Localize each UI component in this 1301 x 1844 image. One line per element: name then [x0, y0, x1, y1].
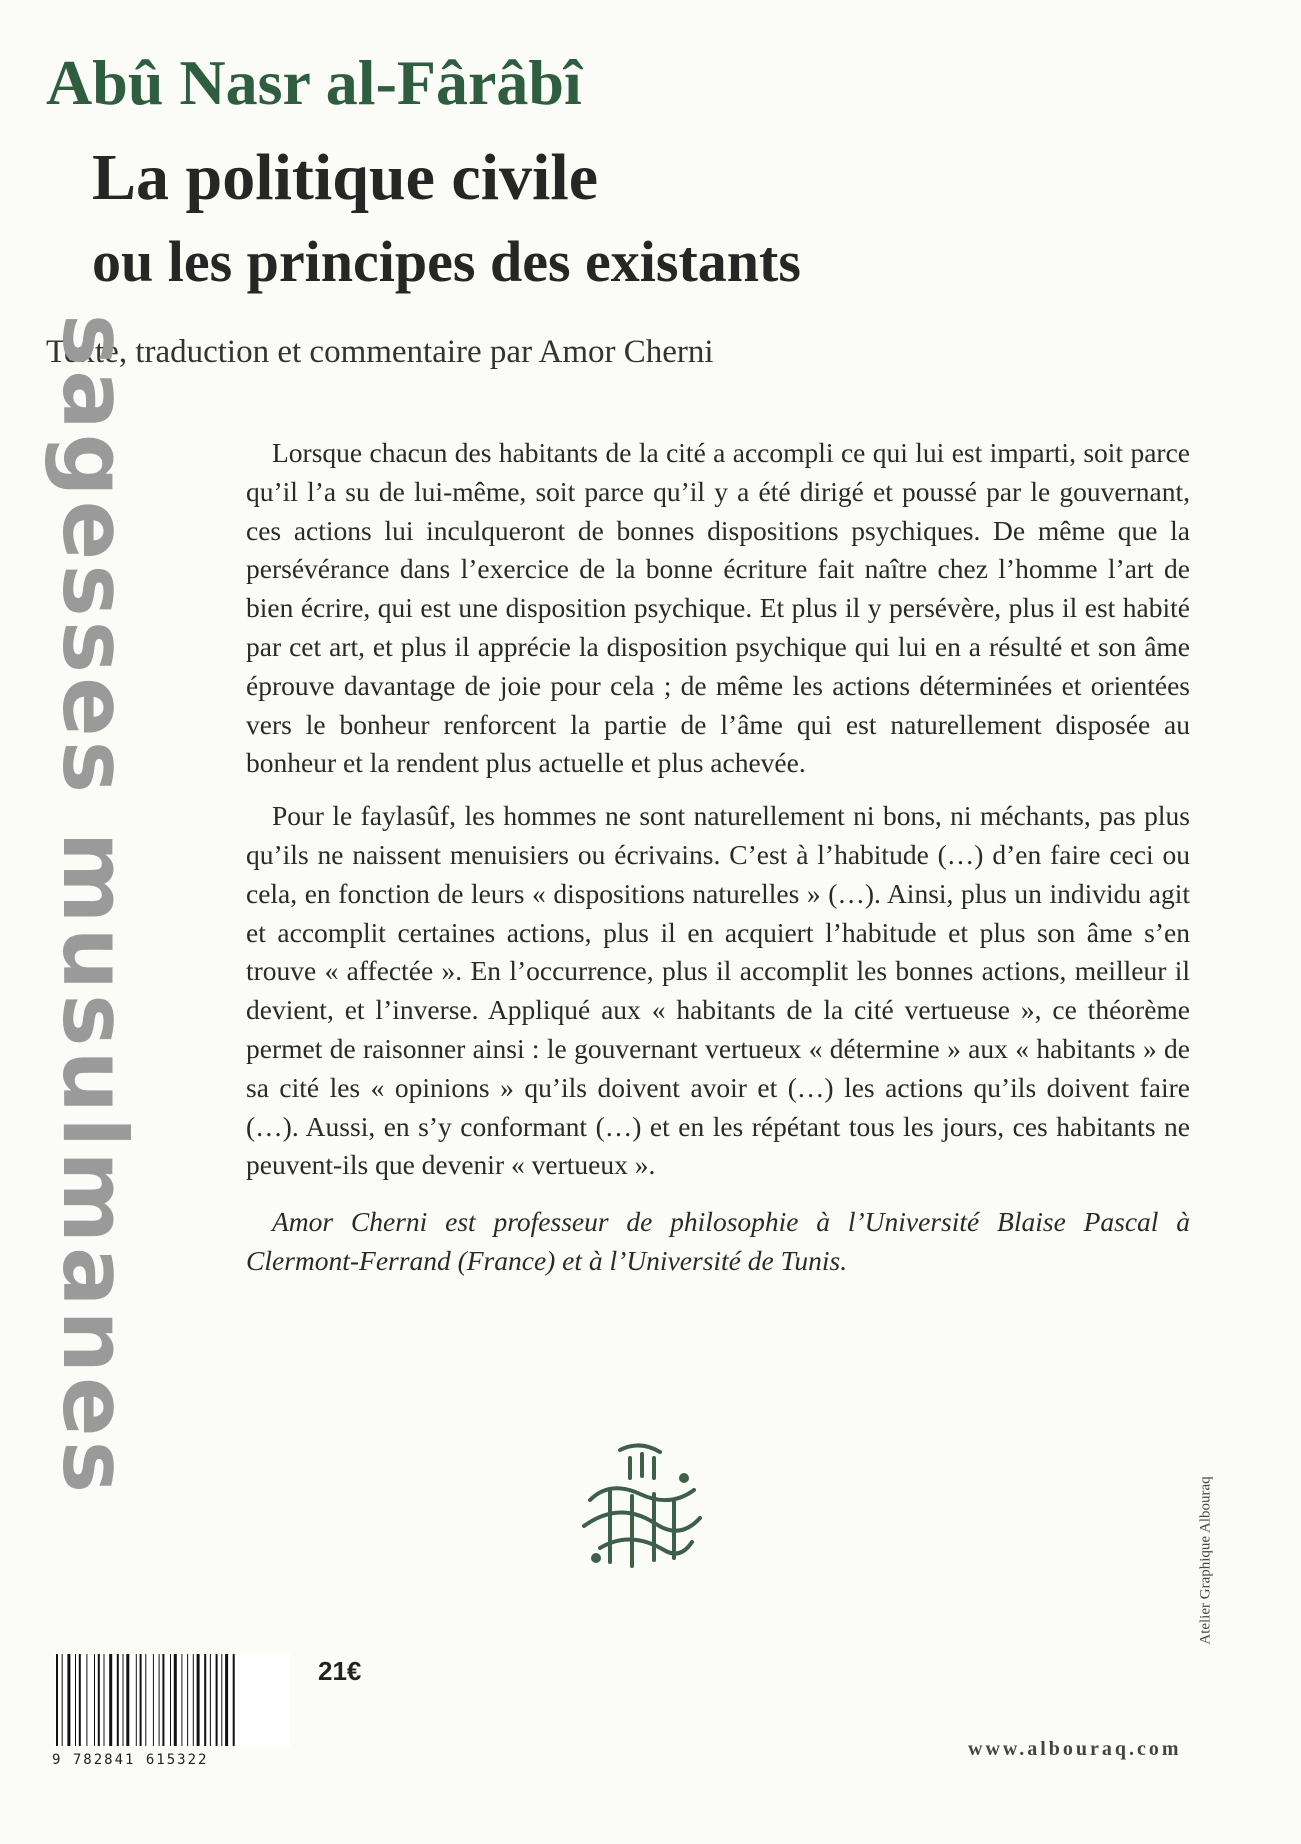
author-bio: Amor Cherni est professeur de philosophie à l’Université Blaise Pascal à Clermont-Ferrand (France) et à l’Université de Tunis.: [246, 1206, 1190, 1276]
back-cover-text: [246, 434, 1190, 1295]
isbn-number: 9 782841 615322: [52, 1752, 209, 1768]
publisher-credit-text: Atelier Graphique Albouraq: [1197, 1475, 1214, 1645]
publisher-credit: [1194, 1475, 1218, 1645]
publisher-website[interactable]: www.albouraq.com: [968, 1738, 1182, 1760]
series-name: sagesses musulmanes: [43, 313, 147, 1497]
book-subtitle: ou les principes des existants: [92, 229, 801, 294]
book-author: Abû Nasr al-Fârâbî: [46, 47, 582, 118]
series-label: [43, 313, 147, 1497]
paragraph-1: Lorsque chacun des habitants de la cité a accompli ce qui lui est imparti, soit parce qu’il l’a su de lui-même, soit parce qu’il y a été dirigé et poussé par le gouvernant, ces actions lui inculqueront de bonnes dispositions psychiques. De même que la persévérance dans l’exercice de la bonne écriture fait naître chez l’homme l’art de bien écrire, qui est une disposition psychique. Et plus il y persévère, plus il est habité par cet art, et plus il apprécie la disposition psychique qui lui en a résulté et son âme éprouve davantage de joie pour cela ; de même les actions déterminées et orientées vers le bonheur renforcent la partie de l’âme qui est naturellement disposée au bonheur et la rendent plus actuelle et plus achevée.: [246, 437, 1190, 779]
book-title: La politique civile: [92, 141, 599, 214]
paragraph-2: Pour le faylasûf, les hommes ne sont naturellement ni bons, ni méchants, pas plus qu’ils ne naissent menuisiers ou écrivains. C’est à l’habitude (…) d’en faire ceci ou cela, en fonction de leurs « dispositions naturelles » (…). Ainsi, plus un individu agit et accomplit certaines actions, plus il en acquiert l’habitude et plus son âme s’en trouve « affectée ». En l’occurrence, plus il accomplit les bonnes actions, meilleur il devient, et l’inverse. Appliqué aux « habitants de la cité vertueuse », ce théorème permet de raisonner ainsi : le gouvernant vertueux « détermine » aux « habitants » de sa cité les « opinions » qu’ils doivent avoir et (…) les actions qu’ils doivent faire (…). Aussi, en s’y conformant (…) et en les répétant tous les jours, ces habitants ne peuvent-ils que devenir « vertueux ».: [246, 800, 1190, 1181]
price: 21€: [318, 1656, 362, 1686]
calligraphy-logo-icon: [560, 1430, 720, 1580]
barcode-icon: [54, 1654, 290, 1746]
translator-credit: Texte, traduction et commentaire par Amor Cherni: [46, 334, 714, 370]
